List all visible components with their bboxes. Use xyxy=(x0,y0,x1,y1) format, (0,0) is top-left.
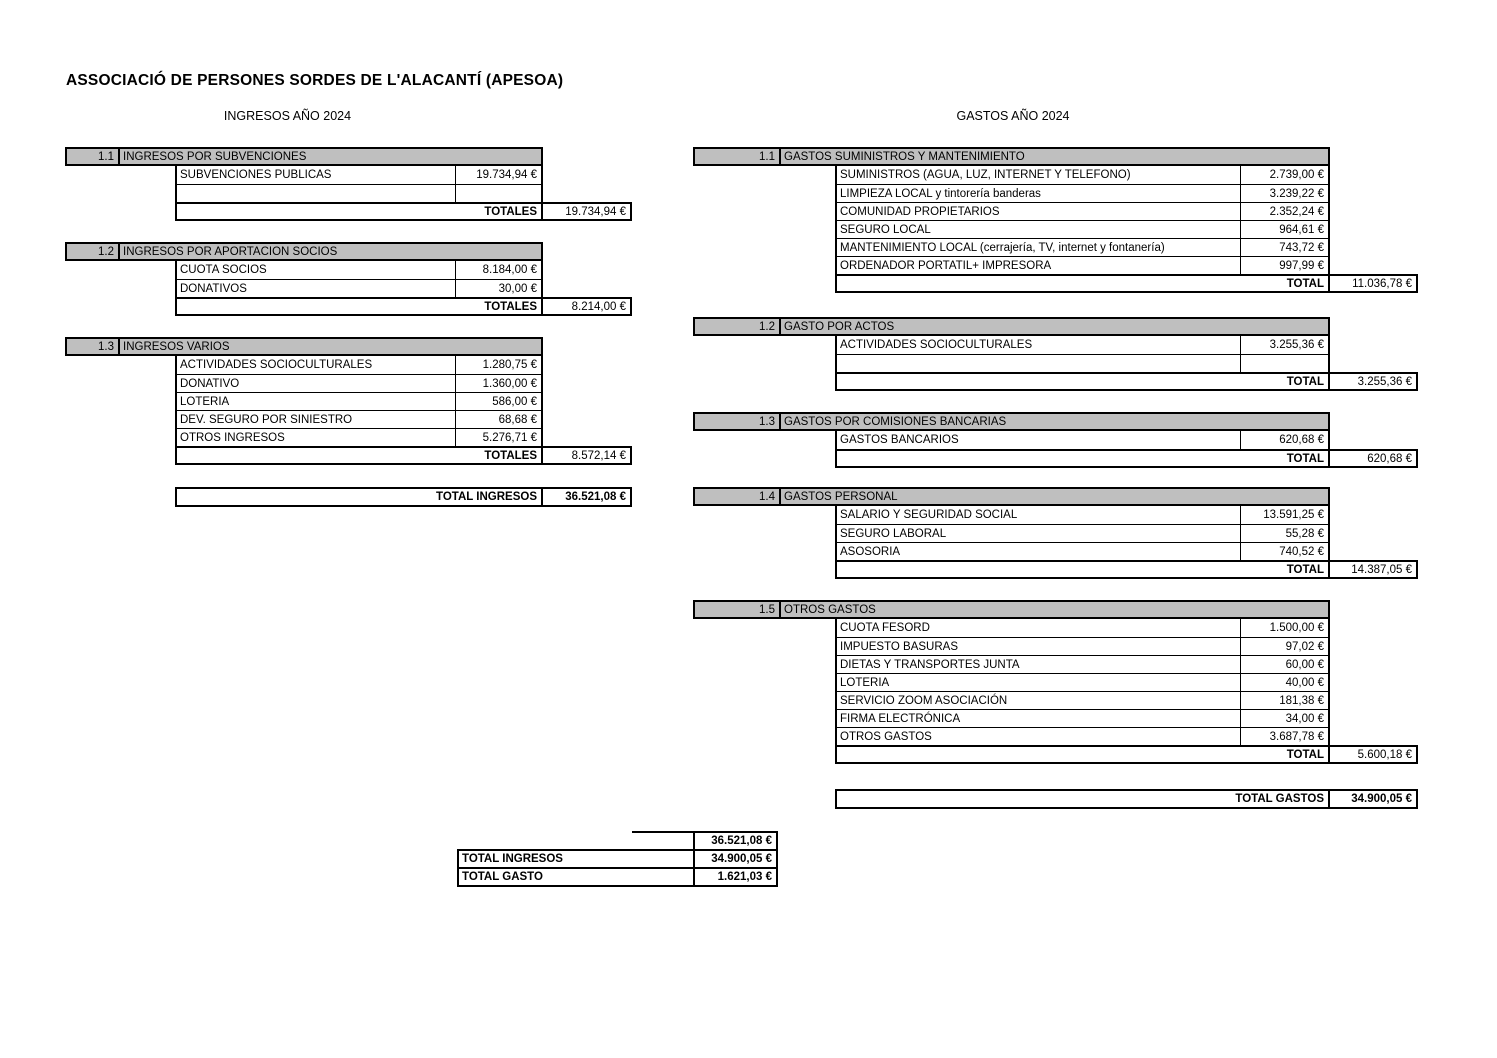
table-row xyxy=(837,220,1328,238)
table-row xyxy=(837,431,1328,449)
row-value-cell: 3.255,36 € xyxy=(1240,336,1328,354)
row-value-cell: 620,68 € xyxy=(1240,431,1328,449)
row-label-cell xyxy=(177,185,455,202)
table-row xyxy=(837,691,1328,709)
table-row xyxy=(837,256,1328,274)
row-value-cell: 3.687,78 € xyxy=(1240,728,1328,745)
section-rows xyxy=(835,429,1330,451)
row-label-cell: SALARIO Y SEGURIDAD SOCIAL xyxy=(840,509,1018,521)
row-value-cell: 60,00 € xyxy=(1240,656,1328,673)
table-row xyxy=(177,184,541,202)
row-label-cell: CUOTA SOCIOS xyxy=(180,264,267,276)
section-number: 1.4 xyxy=(695,489,781,504)
row-value-cell: 5.276,71 € xyxy=(455,429,541,446)
section-title: GASTOS PERSONAL xyxy=(784,490,898,503)
row-value-cell: 3.239,22 € xyxy=(1240,185,1328,202)
row-value-cell xyxy=(455,185,541,202)
page-title: ASSOCIACIÓ DE PERSONES SORDES DE L'ALACANTÍ (APESOA) xyxy=(66,72,564,89)
row-value-cell: 34,00 € xyxy=(1240,710,1328,727)
summary-row-value: 36.521,08 € xyxy=(693,831,778,851)
summary-row-label: TOTAL INGRESOS xyxy=(457,849,695,869)
section-number: 1.3 xyxy=(67,339,120,354)
section-title: GASTOS SUMINISTROS Y MANTENIMIENTO xyxy=(784,150,1025,163)
gastos-column-header: GASTOS AÑO 2024 xyxy=(956,109,1070,123)
row-value-cell: 97,02 € xyxy=(1240,638,1328,655)
section-total-label: TOTAL xyxy=(835,372,1330,391)
table-row xyxy=(837,336,1328,354)
section-total-value: 5.600,18 € xyxy=(1328,745,1418,764)
row-label-cell: DONATIVO xyxy=(180,377,240,390)
section-total-label: TOTAL xyxy=(835,560,1330,579)
summary-row-value: 1.621,03 € xyxy=(693,867,778,887)
table-row xyxy=(837,506,1328,524)
ingresos-column-header: INGRESOS AÑO 2024 xyxy=(223,109,352,123)
table-row xyxy=(837,524,1328,542)
row-label-cell: ASOSORIA xyxy=(840,545,901,558)
table-row xyxy=(837,673,1328,691)
row-label-cell: SUBVENCIONES PUBLICAS xyxy=(180,169,332,181)
section-total-value: 620,68 € xyxy=(1328,449,1418,468)
section-total-label: TOTALES xyxy=(175,446,543,465)
section-total-label: TOTALES xyxy=(175,297,543,316)
row-label-cell: OTROS INGRESOS xyxy=(180,431,285,444)
row-label-cell: SERVICIO ZOOM ASOCIACIÓN xyxy=(840,694,1008,707)
section-title: INGRESOS POR APORTACION SOCIOS xyxy=(123,245,338,258)
section-total-value: 8.572,14 € xyxy=(541,446,632,465)
section-total-label: TOTAL xyxy=(835,745,1330,764)
grand-total-label: TOTAL GASTOS xyxy=(835,789,1330,809)
section-total-label: TOTALES xyxy=(175,202,543,221)
table-row xyxy=(837,655,1328,673)
summary-row-value: 34.900,05 € xyxy=(693,849,778,869)
grand-total-label: TOTAL INGRESOS xyxy=(175,487,543,507)
row-label-cell: DEV. SEGURO POR SINIESTRO xyxy=(180,413,353,426)
row-value-cell: 1.280,75 € xyxy=(455,356,541,374)
section-rows xyxy=(175,259,543,299)
table-row xyxy=(837,184,1328,202)
row-value-cell: 1.500,00 € xyxy=(1240,619,1328,637)
row-label-cell: DONATIVOS xyxy=(180,282,247,295)
section-title: INGRESOS VARIOS xyxy=(123,340,230,353)
table-row xyxy=(837,542,1328,560)
section-rows xyxy=(175,354,543,448)
section-rows xyxy=(835,164,1330,276)
row-value-cell: 2.352,24 € xyxy=(1240,203,1328,220)
section-total-value: 11.036,78 € xyxy=(1328,274,1418,293)
row-value-cell: 740,52 € xyxy=(1240,543,1328,560)
section-total-value: 19.734,94 € xyxy=(541,202,632,221)
section-rows xyxy=(175,164,543,204)
row-label-cell: LOTERIA xyxy=(180,395,230,408)
section-total-value: 3.255,36 € xyxy=(1328,372,1418,391)
table-row xyxy=(177,356,541,374)
table-row xyxy=(177,261,541,279)
section-number: 1.2 xyxy=(695,319,781,334)
section-total-label: TOTAL xyxy=(835,449,1330,468)
section-total-label: TOTAL xyxy=(835,274,1330,293)
row-label-cell: MANTENIMIENTO LOCAL (cerrajería, TV, internet y fontanería) xyxy=(840,241,1165,254)
table-row xyxy=(177,374,541,392)
table-row xyxy=(837,619,1328,637)
table-row xyxy=(177,410,541,428)
row-value-cell: 40,00 € xyxy=(1240,674,1328,691)
section-title: GASTO POR ACTOS xyxy=(784,320,895,333)
row-label-cell: ORDENADOR PORTATIL+ IMPRESORA xyxy=(840,259,1052,272)
table-row xyxy=(177,392,541,410)
row-value-cell: 964,61 € xyxy=(1240,221,1328,238)
section-number: 1.3 xyxy=(695,414,781,429)
section-number: 1.5 xyxy=(695,602,781,617)
table-row xyxy=(837,166,1328,184)
table-row xyxy=(837,238,1328,256)
section-title: INGRESOS POR SUBVENCIONES xyxy=(123,150,307,163)
row-value-cell: 1.360,00 € xyxy=(455,375,541,392)
row-value-cell: 997,99 € xyxy=(1240,257,1328,274)
row-value-cell: 586,00 € xyxy=(455,393,541,410)
row-label-cell: SUMINISTROS (AGUA, LUZ, INTERNET Y TELEFONO) xyxy=(840,169,1131,181)
row-value-cell: 2.739,00 € xyxy=(1240,166,1328,184)
summary-row-label: TOTAL GASTO xyxy=(457,867,695,887)
row-value-cell xyxy=(1240,355,1328,372)
table-row xyxy=(177,428,541,446)
section-rows xyxy=(835,617,1330,747)
section-title: GASTOS POR COMISIONES BANCARIAS xyxy=(784,415,1007,428)
table-row xyxy=(837,709,1328,727)
table-row xyxy=(177,279,541,297)
row-label-cell: SEGURO LABORAL xyxy=(840,527,947,540)
section-total-value: 14.387,05 € xyxy=(1328,560,1418,579)
row-value-cell: 19.734,94 € xyxy=(455,166,541,184)
row-label-cell: SEGURO LOCAL xyxy=(840,223,931,236)
table-row xyxy=(177,166,541,184)
row-label-cell: IMPUESTO BASURAS xyxy=(840,640,959,653)
table-row xyxy=(837,354,1328,372)
row-label-cell: ACTIVIDADES SOCIOCULTURALES xyxy=(180,359,373,371)
row-value-cell: 181,38 € xyxy=(1240,692,1328,709)
table-row xyxy=(837,637,1328,655)
row-value-cell: 8.184,00 € xyxy=(455,261,541,279)
section-rows xyxy=(835,334,1330,374)
section-title: OTROS GASTOS xyxy=(784,603,876,616)
table-row xyxy=(837,727,1328,745)
row-value-cell: 68,68 € xyxy=(455,411,541,428)
row-value-cell: 13.591,25 € xyxy=(1240,506,1328,524)
row-label-cell xyxy=(837,355,1240,372)
row-value-cell: 743,72 € xyxy=(1240,239,1328,256)
grand-total-value: 36.521,08 € xyxy=(541,487,632,507)
row-value-cell: 30,00 € xyxy=(455,280,541,297)
row-label-cell: GASTOS BANCARIOS xyxy=(840,434,959,446)
row-label-cell: FIRMA ELECTRÓNICA xyxy=(840,712,961,725)
row-label-cell: LOTERIA xyxy=(840,676,890,689)
row-label-cell: DIETAS Y TRANSPORTES JUNTA xyxy=(840,658,1020,671)
row-label-cell: LIMPIEZA LOCAL y tintorería banderas xyxy=(840,187,1041,200)
section-total-value: 8.214,00 € xyxy=(541,297,632,316)
section-number: 1.2 xyxy=(67,244,120,259)
grand-total-value: 34.900,05 € xyxy=(1328,789,1418,809)
row-label-cell: ACTIVIDADES SOCIOCULTURALES xyxy=(840,339,1033,351)
section-number: 1.1 xyxy=(67,149,120,164)
section-rows xyxy=(835,504,1330,562)
table-row xyxy=(837,202,1328,220)
row-label-cell: OTROS GASTOS xyxy=(840,730,932,743)
row-label-cell: CUOTA FESORD xyxy=(840,622,930,634)
row-value-cell: 55,28 € xyxy=(1240,525,1328,542)
section-number: 1.1 xyxy=(695,149,781,164)
row-label-cell: COMUNIDAD PROPIETARIOS xyxy=(840,205,1000,218)
